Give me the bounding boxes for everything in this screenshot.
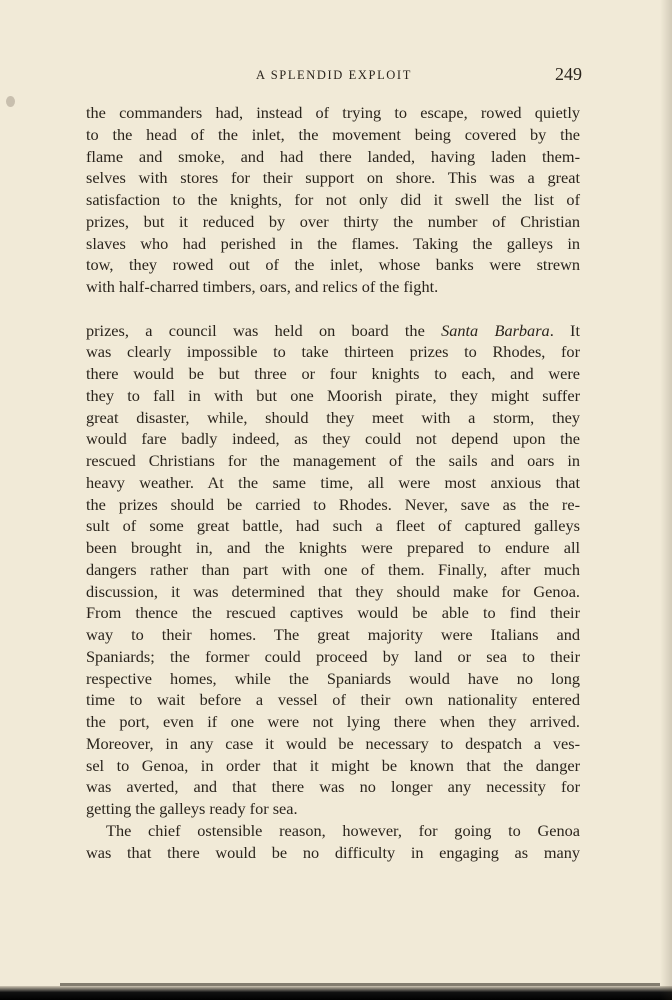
text-line: selves with stores for their support on shore. This was a great — [86, 168, 580, 188]
text-line: discussion, it was determined that they should make for Genoa. — [86, 581, 580, 601]
text-line: was averted, and that there was no longer any necessity for — [86, 777, 580, 797]
text-line: time to wait before a vessel of their own nationality entered — [86, 690, 580, 710]
text-line: From thence the rescued captives would be able to find their — [86, 603, 580, 623]
text-line: way to their homes. The great majority were Italians and — [86, 625, 580, 644]
text-line: there would be but three or four knights to each, and were — [86, 364, 580, 383]
text-line: dangers rather than part with one of them. Finally, after much — [86, 559, 580, 579]
text-line: getting the galleys ready for sea. — [86, 799, 298, 818]
text-line: Moreover, in any case it would be necessary to despatch a ves- — [86, 733, 580, 753]
text-line: the port, even if one were not lying there when they arrived. — [86, 712, 580, 731]
text-line: the prizes should be carried to Rhodes. Never, save as the re- — [86, 494, 580, 514]
text-line: sult of some great battle, had such a fleet of captured galleys — [86, 516, 580, 536]
text-line: was that there would be no difficulty in engaging as many — [86, 842, 580, 862]
text-segment: . It — [549, 320, 581, 340]
text-line — [86, 320, 580, 342]
text-line: great disaster, while, should they meet with a storm, they — [86, 407, 580, 427]
page-number: 249 — [555, 64, 582, 84]
running-title: A SPLENDID EXPLOIT — [256, 68, 412, 82]
text-line — [86, 298, 580, 320]
ship-name: Santa Barbara — [441, 320, 550, 340]
text-line: flame and smoke, and had there landed, having laden them- — [86, 146, 580, 166]
text-line: Spaniards; the former could proceed by land or sea to their — [86, 646, 580, 666]
text-line: was clearly impossible to take thirteen prizes to Rhodes, for — [86, 342, 580, 362]
text-line: been brought in, and the knights were prepared to endure all — [86, 538, 580, 557]
page-bottom-edge — [0, 986, 672, 1000]
text-line: heavy weather. At the same time, all were most anxious that — [86, 472, 580, 492]
body-text — [86, 102, 580, 863]
text-line: would fare badly indeed, as they could not depend upon the — [86, 429, 580, 449]
text-line: they to fall in with but one Moorish pirate, they might suffer — [86, 385, 580, 405]
text-line: The chief ostensible reason, however, for going to Genoa — [106, 820, 580, 840]
text-line: respective homes, while the Spaniards would have no long — [86, 668, 580, 688]
text-line: the commanders had, instead of trying to escape, rowed quietly — [86, 103, 580, 122]
text-line: rescued Christians for the management of the sails and oars in — [86, 451, 580, 470]
text-line: with half-charred timbers, oars, and relics of the fight. — [86, 277, 439, 296]
text-line: satisfaction to the knights, for not only did it swell the list of — [86, 190, 580, 209]
text-line: prizes, but it reduced by over thirty the number of Christian — [86, 211, 580, 231]
text-line: to the head of the inlet, the movement being covered by the — [86, 124, 580, 144]
text-line: slaves who had perished in the flames. Taking the galleys in — [86, 233, 580, 253]
page-stain — [6, 96, 15, 107]
text-segment: prizes, a council was held on board the — [86, 320, 442, 340]
page-header — [86, 64, 582, 86]
text-line: sel to Genoa, in order that it might be known that the danger — [86, 755, 580, 775]
page-right-shadow — [660, 0, 672, 1000]
text-line: tow, they rowed out of the inlet, whose banks were strewn — [86, 255, 580, 275]
